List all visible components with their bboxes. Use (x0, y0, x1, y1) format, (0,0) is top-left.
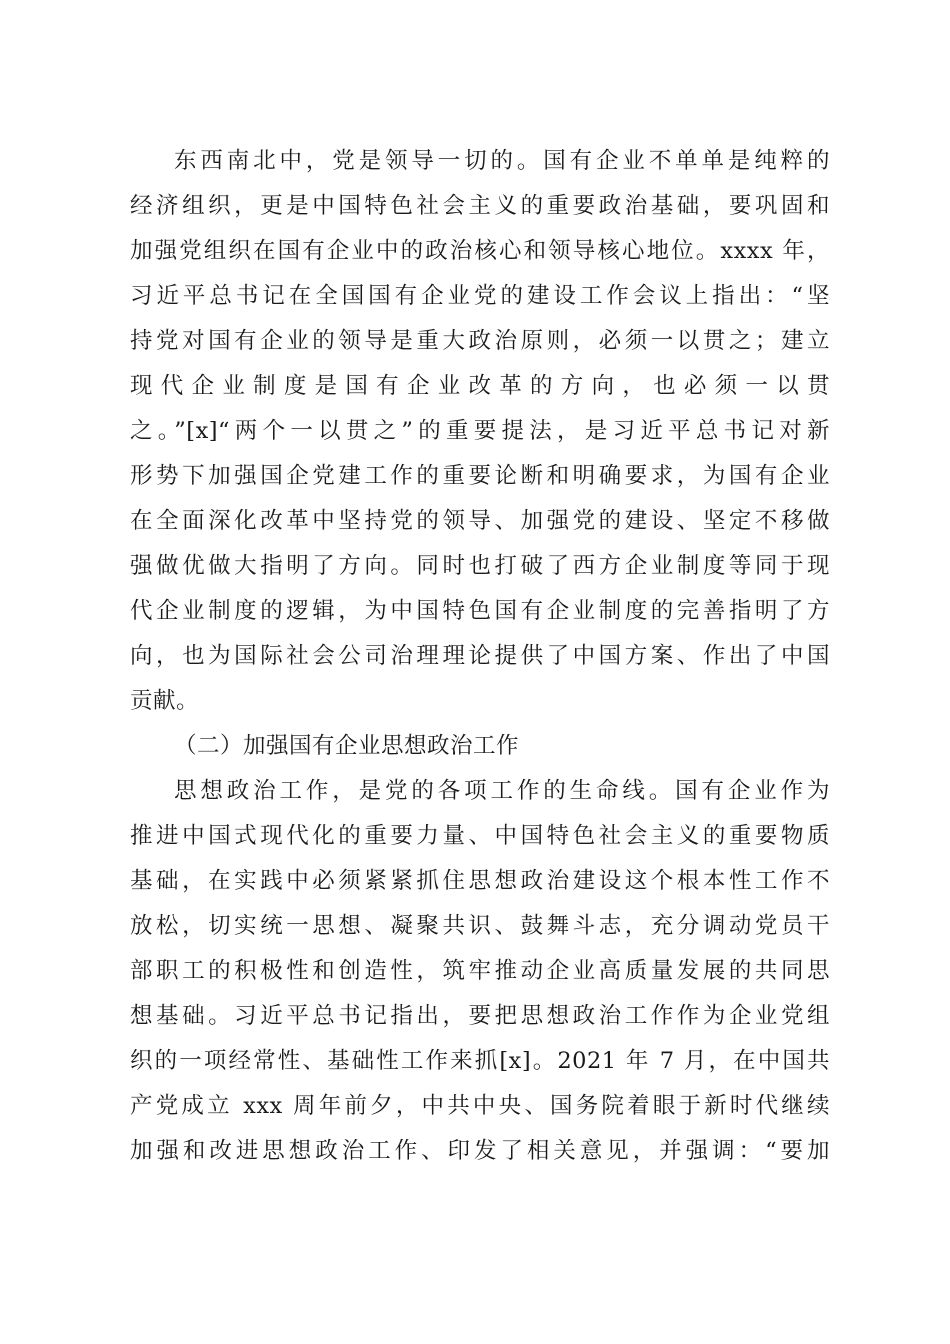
section-heading: （二）加强国有企业思想政治工作 (174, 733, 520, 759)
paragraph-line: 加强党组织在国有企业中的政治核心和领导核心地位。xxxx 年， (130, 238, 830, 264)
paragraph-line: 强做优做大指明了方向。同时也打破了西方企业制度等同于现 (130, 553, 830, 579)
paragraph-line: 推进中国式现代化的重要力量、中国特色社会主义的重要物质 (130, 823, 830, 849)
paragraph-line: 产党成立 xxx 周年前夕，中共中央、国务院着眼于新时代继续 (130, 1093, 830, 1119)
paragraph-line: 在全面深化改革中坚持党的领导、加强党的建设、坚定不移做 (130, 508, 830, 534)
paragraph-line: 部职工的积极性和创造性，筑牢推动企业高质量发展的共同思 (130, 958, 830, 984)
paragraph-line: 现代企业制度是国有企业改革的方向，也必须一以贯 (130, 373, 830, 399)
paragraph-line: 放松，切实统一思想、凝聚共识、鼓舞斗志，充分调动党员干 (130, 913, 830, 939)
paragraph-line: 贡献。 (130, 688, 200, 714)
paragraph-line: 代企业制度的逻辑，为中国特色国有企业制度的完善指明了方 (130, 598, 830, 624)
paragraph-line: 习近平总书记在全国国有企业党的建设工作会议上指出：“坚 (130, 283, 830, 309)
paragraph-line: 基础，在实践中必须紧紧抓住思想政治建设这个根本性工作不 (130, 868, 830, 894)
paragraph-line: 经济组织，更是中国特色社会主义的重要政治基础，要巩固和 (130, 193, 830, 219)
paragraph-line: 思想政治工作，是党的各项工作的生命线。国有企业作为 (174, 778, 830, 804)
paragraph-line: 想基础。习近平总书记指出，要把思想政治工作作为企业党组 (130, 1003, 830, 1029)
paragraph-line: 之。”[x]“两个一以贯之”的重要提法，是习近平总书记对新 (130, 418, 830, 444)
paragraph-line: 向，也为国际社会公司治理理论提供了中国方案、作出了中国 (130, 643, 830, 669)
paragraph-line: 织的一项经常性、基础性工作来抓[x]。2021 年 7 月，在中国共 (130, 1048, 830, 1074)
paragraph-line: 形势下加强国企党建工作的重要论断和明确要求，为国有企业 (130, 463, 830, 489)
paragraph-line: 东西南北中，党是领导一切的。国有企业不单单是纯粹的 (174, 148, 830, 174)
paragraph-line: 加强和改进思想政治工作、印发了相关意见，并强调：“要加 (130, 1138, 830, 1164)
paragraph-line: 持党对国有企业的领导是重大政治原则，必须一以贯之；建立 (130, 328, 830, 354)
